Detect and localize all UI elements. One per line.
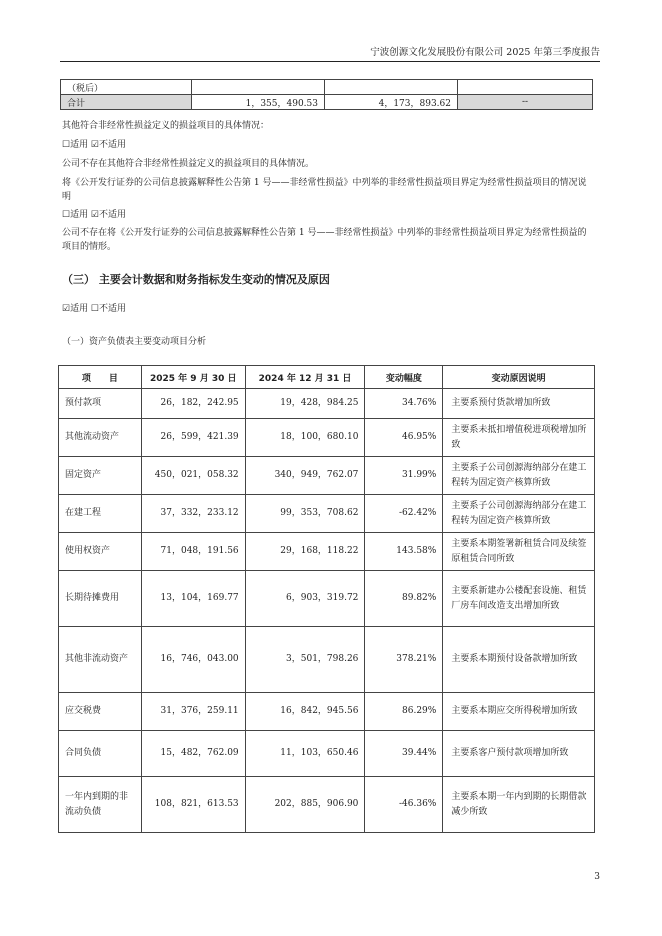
subsection-title: （一）资产负债表主要变动项目分析 xyxy=(62,337,207,347)
value-cell: 13，104，169.77 xyxy=(141,571,245,627)
value-cell: 29，168，118.22 xyxy=(245,533,365,571)
value-cell: 18，100，680.10 xyxy=(245,419,365,457)
value-cell: 26，599，421.39 xyxy=(141,419,245,457)
reason-cell: 主要系客户预付款项增加所致 xyxy=(443,731,595,777)
cell-value: -- xyxy=(458,95,593,110)
table-row xyxy=(59,495,595,533)
applicability-checkbox: ☑适用 ☐不适用 xyxy=(62,304,126,314)
reason-cell: 主要系本期一年内到期的长期借款减少所致 xyxy=(443,777,595,833)
column-header: 项 目 xyxy=(59,366,142,389)
value-cell: 31，376，259.11 xyxy=(141,693,245,731)
reason-cell: 主要系新建办公楼配套设施、租赁厂房车间改造支出增加所致 xyxy=(443,571,595,627)
reason-cell: 主要系未抵扣增值税进项税增加所致 xyxy=(443,419,595,457)
change-percent-cell: -46.36% xyxy=(365,777,443,833)
change-percent-cell: 46.95% xyxy=(365,419,443,457)
value-cell: 450，021，058.32 xyxy=(141,457,245,495)
item-cell: 其他流动资产 xyxy=(59,419,142,457)
change-percent-cell: -62.42% xyxy=(365,495,443,533)
change-percent-cell: 378.21% xyxy=(365,627,443,693)
paragraph: 公司不存在将《公开发行证券的公司信息披露解释性公告第 1 号——非经常性损益》中列举的非经常性损益项目界定为经常性损益的项目的情形。 xyxy=(62,228,587,252)
cell-value xyxy=(192,80,325,95)
value-cell: 11，103，650.46 xyxy=(245,731,365,777)
change-percent-cell: 89.82% xyxy=(365,571,443,627)
reason-cell: 主要系子公司创源海纳部分在建工程转为固定资产核算所致 xyxy=(443,457,595,495)
item-cell: 使用权资产 xyxy=(59,533,142,571)
change-percent-cell: 31.99% xyxy=(365,457,443,495)
item-cell: 其他非流动资产 xyxy=(59,627,142,693)
table-row-total xyxy=(61,95,593,110)
value-cell: 3，501，798.26 xyxy=(245,627,365,693)
item-cell: 应交税费 xyxy=(59,693,142,731)
non-recurring-summary-table xyxy=(60,79,593,110)
table-row xyxy=(59,731,595,777)
table-row xyxy=(59,419,595,457)
row-label: （税后） xyxy=(61,80,192,95)
value-cell: 202，885，906.90 xyxy=(245,777,365,833)
value-cell: 26，182，242.95 xyxy=(141,389,245,419)
value-cell: 37，332，233.12 xyxy=(141,495,245,533)
item-cell: 预付款项 xyxy=(59,389,142,419)
column-header: 2025 年 9 月 30 日 xyxy=(141,366,245,389)
reason-cell: 主要系本期预付设备款增加所致 xyxy=(443,627,595,693)
cell-value xyxy=(458,80,593,95)
value-cell: 19，428，984.25 xyxy=(245,389,365,419)
value-cell: 16，746，043.00 xyxy=(141,627,245,693)
table-row xyxy=(59,627,595,693)
reason-cell: 主要系本期签署新租赁合同及续签原租赁合同所致 xyxy=(443,533,595,571)
reason-cell: 主要系子公司创源海纳部分在建工程转为固定资产核算所致 xyxy=(443,495,595,533)
table-row xyxy=(61,80,593,95)
change-percent-cell: 86.29% xyxy=(365,693,443,731)
column-header: 2024 年 12 月 31 日 xyxy=(245,366,365,389)
change-percent-cell: 143.58% xyxy=(365,533,443,571)
table-row xyxy=(59,571,595,627)
table-row xyxy=(59,389,595,419)
table-row xyxy=(59,457,595,495)
cell-value: 4，173，893.62 xyxy=(325,95,458,110)
applicability-checkbox: ☐适用 ☑不适用 xyxy=(62,210,126,220)
reason-cell: 主要系本期应交所得税增加所致 xyxy=(443,693,595,731)
item-cell: 合同负债 xyxy=(59,731,142,777)
page-number: 3 xyxy=(594,872,600,882)
item-cell: 长期待摊费用 xyxy=(59,571,142,627)
cell-value: 1，355，490.53 xyxy=(192,95,325,110)
report-header-title: 宁波创源文化发展股份有限公司 2025 年第三季度报告 xyxy=(370,47,600,58)
table-row xyxy=(59,533,595,571)
column-header: 变动原因说明 xyxy=(443,366,595,389)
value-cell: 15，482，762.09 xyxy=(141,731,245,777)
change-percent-cell: 39.44% xyxy=(365,731,443,777)
table-header-row xyxy=(59,366,595,389)
table-row xyxy=(59,777,595,833)
item-cell: 固定资产 xyxy=(59,457,142,495)
item-cell: 一年内到期的非流动负债 xyxy=(59,777,142,833)
value-cell: 108，821，613.53 xyxy=(141,777,245,833)
change-percent-cell: 34.76% xyxy=(365,389,443,419)
cell-value xyxy=(325,80,458,95)
item-cell: 在建工程 xyxy=(59,495,142,533)
value-cell: 71，048，191.56 xyxy=(141,533,245,571)
value-cell: 16，842，945.56 xyxy=(245,693,365,731)
header-divider xyxy=(60,61,600,62)
value-cell: 6，903，319.72 xyxy=(245,571,365,627)
row-label: 合计 xyxy=(61,95,192,110)
value-cell: 340，949，762.07 xyxy=(245,457,365,495)
applicability-checkbox: ☐适用 ☑不适用 xyxy=(62,140,126,150)
paragraph: 公司不存在其他符合非经常性损益定义的损益项目的具体情况。 xyxy=(62,159,315,169)
column-header: 变动幅度 xyxy=(365,366,443,389)
reason-cell: 主要系预付货款增加所致 xyxy=(443,389,595,419)
paragraph: 将《公开发行证券的公司信息披露解释性公告第 1 号——非经常性损益》中列举的非经常性损益项目界定为经常性损益项目的情况说明 xyxy=(62,178,587,202)
value-cell: 99，353，708.62 xyxy=(245,495,365,533)
balance-sheet-changes-table xyxy=(58,365,595,833)
section-title: （三） 主要会计数据和财务指标发生变动的情况及原因 xyxy=(62,273,330,286)
table-row xyxy=(59,693,595,731)
paragraph: 其他符合非经常性损益定义的损益项目的具体情况： xyxy=(62,121,270,131)
